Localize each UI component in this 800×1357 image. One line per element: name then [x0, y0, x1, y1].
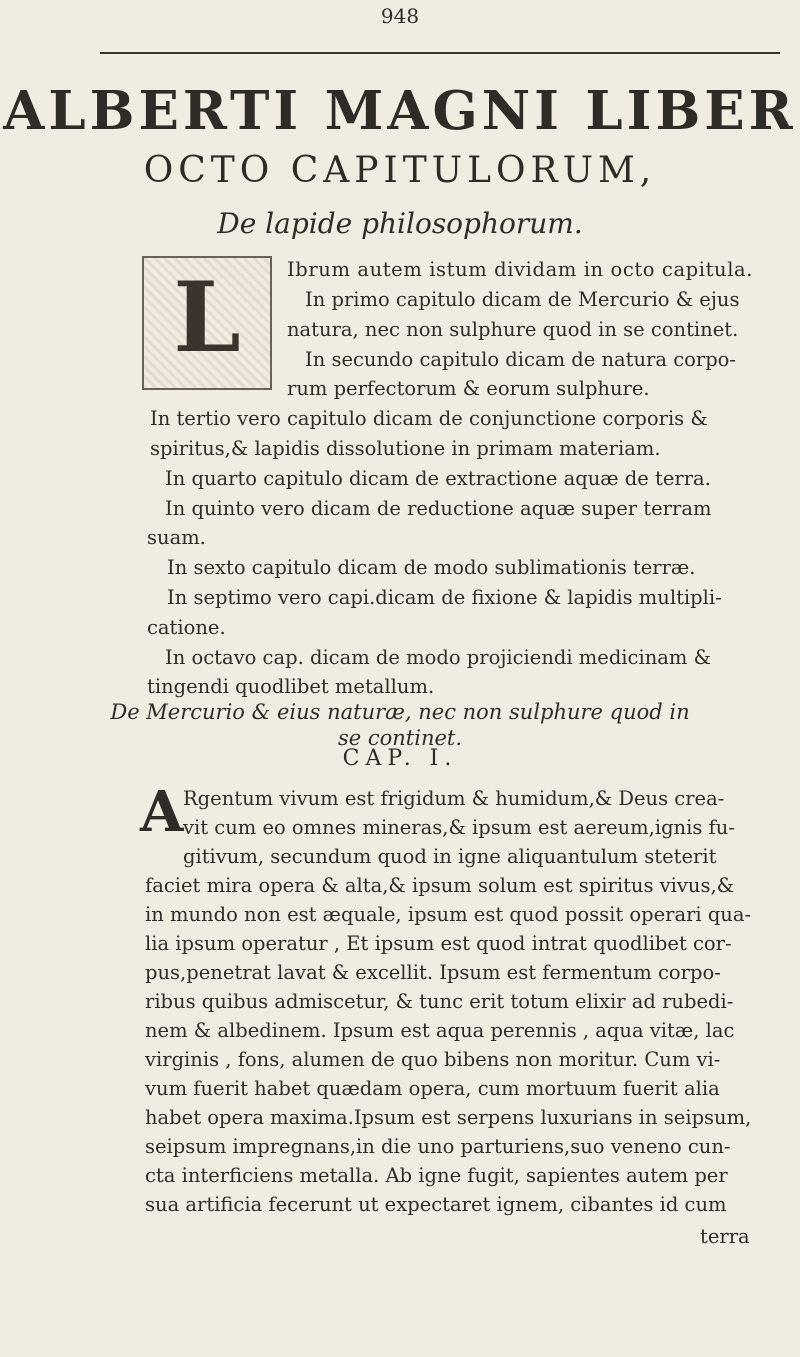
intro-line: Ibrum autem istum dividam in octo capitula.	[287, 258, 754, 281]
intro-line: natura, nec non sulphure quod in se continet.	[287, 318, 739, 341]
ornamental-initial	[142, 256, 272, 390]
intro-line: In quarto capitulo dicam de extractione aquæ de terra.	[165, 467, 711, 490]
body-line: vum fuerit habet quædam opera, cum mortuum fuerit alia	[145, 1077, 720, 1100]
body-line: ribus quibus admiscetur, & tunc erit totum elixir ad rubedi-	[145, 990, 734, 1013]
ornamental-initial-letter: L	[173, 261, 241, 374]
intro-line: In sexto capitulo dicam de modo sublimationis terræ.	[167, 556, 696, 579]
body-line: habet opera maxima.Ipsum est serpens luxurians in seipsum,	[145, 1106, 752, 1129]
intro-line: spiritus,& lapidis dissolutione in primam materiam.	[150, 437, 661, 460]
intro-line: In secundo capitulo dicam de natura corpo-	[305, 348, 736, 371]
catchword: terra	[700, 1225, 750, 1248]
header-rule	[100, 52, 780, 54]
intro-line: In quinto vero dicam de reductione aquæ super terram	[165, 497, 712, 520]
body-line: cta interficiens metalla. Ab igne fugit, sapientes autem per	[145, 1164, 728, 1187]
page-number: 948	[380, 4, 420, 28]
body-line: lia ipsum operatur , Et ipsum est quod intrat quodlibet cor-	[145, 932, 732, 955]
title-line-1: ALBERTI MAGNI LIBER	[3, 80, 797, 142]
intro-line: In octavo cap. dicam de modo projiciendi medicinam &	[165, 646, 711, 669]
title-line-2: OCTO CAPITULORUM,	[143, 150, 657, 191]
intro-line: In tertio vero capitulo dicam de conjunctione corporis &	[150, 407, 708, 430]
body-line: in mundo non est æquale, ipsum est quod possit operari qua-	[145, 903, 752, 926]
body-line: vit cum eo omnes mineras,& ipsum est aereum,ignis fu-	[183, 816, 735, 839]
intro-line: catione.	[147, 616, 226, 639]
body-line: seipsum impregnans,in die uno parturiens,suo veneno cun-	[145, 1135, 731, 1158]
body-line: pus,penetrat lavat & excellit. Ipsum est fermentum corpo-	[145, 961, 721, 984]
section-heading-line-1: De Mercurio & eius naturæ, nec non sulphure quod in	[110, 700, 690, 724]
intro-line: rum perfectorum & eorum sulphure.	[287, 377, 650, 400]
body-initial: A	[140, 779, 184, 845]
body-line: sua artificia fecerunt ut expectaret ignem, cibantes id cum	[145, 1193, 727, 1216]
body-line: faciet mira opera & alta,& ipsum solum est spiritus vivus,&	[145, 874, 735, 897]
section-heading-line-2: se continet.	[337, 726, 463, 750]
intro-line: In septimo vero capi.dicam de fixione & lapidis multipli-	[167, 586, 722, 609]
body-line: virginis , fons, alumen de quo bibens non moritur. Cum vi-	[145, 1048, 721, 1071]
body-line: Rgentum vivum est frigidum & humidum,& Deus crea-	[183, 787, 725, 810]
intro-line: suam.	[147, 526, 206, 549]
intro-line: In primo capitulo dicam de Mercurio & ejus	[305, 288, 740, 311]
body-line: nem & albedinem. Ipsum est aqua perennis , aqua vitæ, lac	[145, 1019, 735, 1042]
intro-line: tingendi quodlibet metallum.	[147, 675, 435, 698]
title-line-3: De lapide philosophorum.	[217, 207, 583, 240]
chapter-label: CAP. I.	[342, 746, 458, 771]
body-line: gitivum, secundum quod in igne aliquantulum steterit	[183, 845, 717, 868]
